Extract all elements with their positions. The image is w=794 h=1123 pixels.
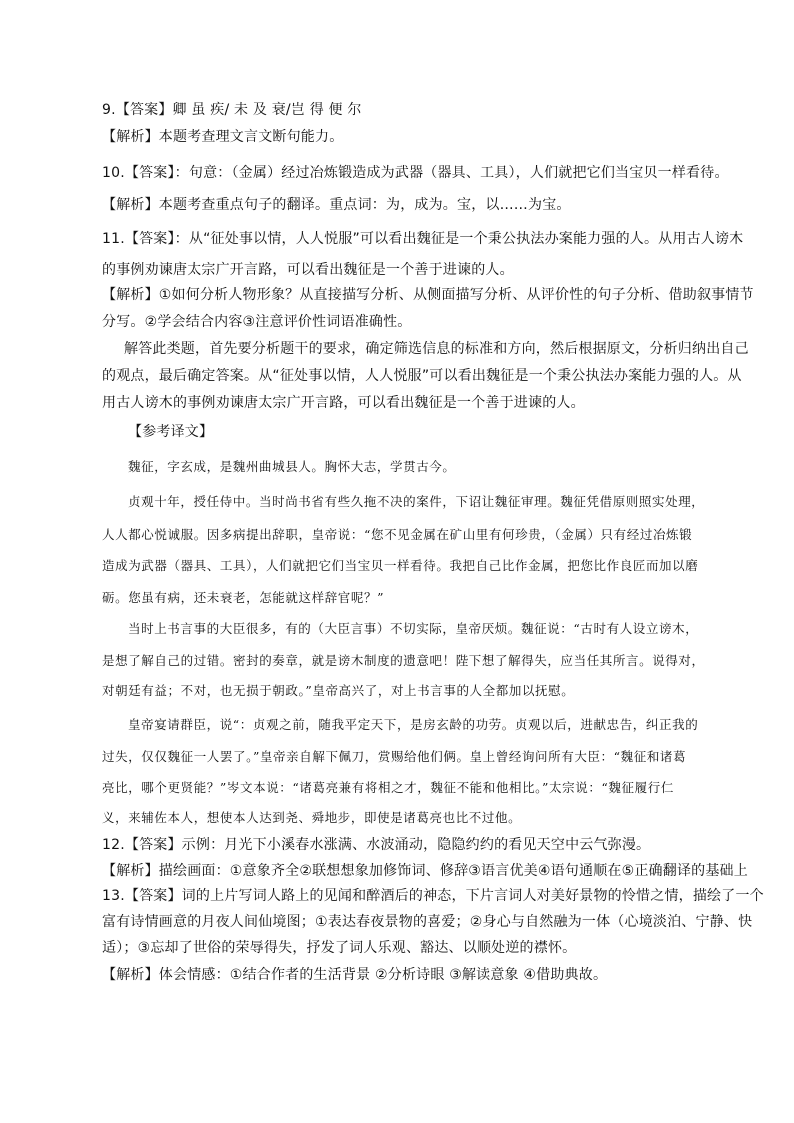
analysis-9: 【解析】本题考查理文言文断句能力。: [102, 129, 344, 145]
answer-11-line1: 11.【答案】：从“征处事以情，人人悦服”可以看出魏征是一个秉公执法办案能力强的人。从用古人谤木: [102, 231, 744, 247]
translation-line-2: 贞观十年，授任侍中。当时尚书省有些久拖不决的案件，下诏让魏征审理。魏征凭借原则照实处理，: [128, 494, 705, 509]
answer-13-line3: 适）；③忘却了世俗的荣辱得失，抒发了词人乐观、豁达、以顺处逆的襟怀。: [102, 940, 577, 956]
translation-line-4: 造成为武器（器具、工具），人们就把它们当宝贝一样看待。我把自己比作金属，把您比作良匠而加以磨: [102, 558, 699, 573]
answer-13-line1: 13.【答案】词的上片写词人路上的见闻和醉酒后的神态，下片言词人对美好景物的怜惜之情，描绘了一个: [102, 888, 764, 904]
answer-13-line2: 富有诗情画意的月夜人间仙境图；①表达春夜景物的喜爱；②身心与自然融为一体（心境淡泊、宁静、快: [102, 914, 753, 930]
analysis-11-para-line3: 用古人谤木的事例劝谏唐太宗广开言路，可以看出魏征是一个善于进谏的人。: [102, 395, 585, 411]
translation-line-5: 砺。您虽有病，还未衰老，怎能就这样辞官呢？”: [102, 590, 385, 605]
translation-line-7: 是想了解自己的过错。密封的奏章，就是谤木制度的遗意吧！陛下想了解得失，应当任其所言。说得对，: [102, 653, 705, 668]
analysis-11-line1: 【解析】①如何分析人物形象？从直接描写分析、从侧面描写分析、从评价性的句子分析、借助叙事情节: [102, 287, 754, 303]
analysis-11-line2: 分写。②学会结合内容③注意评价性词语准确性。: [102, 314, 412, 330]
answer-9: 9.【答案】卿 虽 疾/ 未 及 衰/岂 得 便 尔: [102, 102, 362, 118]
translation-line-11: 亮比，哪个更贤能？”岑文本说：“诸葛亮兼有将相之才，魏征不能和他相比。”太宗说：“魏征履行仁: [102, 780, 674, 795]
translation-line-8: 对朝廷有益；不对，也无损于朝政。”皇帝高兴了，对上书言事的人全都加以抚慰。: [102, 683, 575, 698]
translation-line-12: 义，来辅佐本人，想使本人达到尧、舜地步，即使是诸葛亮也比不过他。: [102, 810, 522, 825]
analysis-13: 【解析】体会情感：①结合作者的生活背景 ②分析诗眼 ③解读意象 ④借助典故。: [102, 967, 608, 983]
answer-11-line2: 的事例劝谏唐太宗广开言路，可以看出魏征是一个善于进谏的人。: [102, 262, 514, 278]
answer-12: 12.【答案】示例：月光下小溪春水涨满、水波涌动，隐隐约约的看见天空中云气弥漫。: [102, 837, 651, 853]
reference-translation-heading: 【参考译文】: [128, 424, 214, 440]
translation-line-9: 皇帝宴请群臣，说“：贞观之前，随我平定天下，是房玄龄的功劳。贞观以后，进献忠告，纠正我的: [128, 717, 699, 732]
analysis-11-para-line1: 解答此类题，首先要分析题干的要求，确定筛选信息的标准和方向，然后根据原文，分析归纳出自己: [124, 341, 749, 357]
translation-line-3: 人人都心悦诚服。因多病提出辞职，皇帝说：“您不见金属在矿山里有何珍贵，（金属）只有经过冶炼锻: [102, 527, 693, 542]
translation-line-10: 过失，仅仅魏征一人罢了。”皇帝亲自解下佩刀，赏赐给他们俩。皇上曾经询问所有大臣：“魏征和诸葛: [102, 749, 687, 764]
analysis-12: 【解析】描绘画面：①意象齐全②联想想象加修饰词、修辞③语言优美④语句通顺在⑤正确翻译的基础上: [102, 863, 748, 879]
answer-10: 10.【答案】：句意：（金属）经过冶炼锻造成为武器（器具、工具），人们就把它们当宝贝一样看待。: [102, 165, 729, 181]
translation-line-1: 魏征，字玄成，是魏州曲城县人。胸怀大志，学贯古今。: [128, 459, 456, 474]
analysis-10: 【解析】本题考查重点句子的翻译。重点词：为，成为。宝，以……为宝。: [102, 197, 571, 213]
analysis-11-para-line2: 的观点，最后确定答案。从“征处事以情，人人悦服”可以看出魏征是一个秉公执法办案能力强的人。从: [102, 368, 742, 384]
translation-line-6: 当时上书言事的大臣很多，有的（大臣言事）不切实际，皇帝厌烦。魏征说：“古时有人设立谤木，: [128, 621, 699, 636]
